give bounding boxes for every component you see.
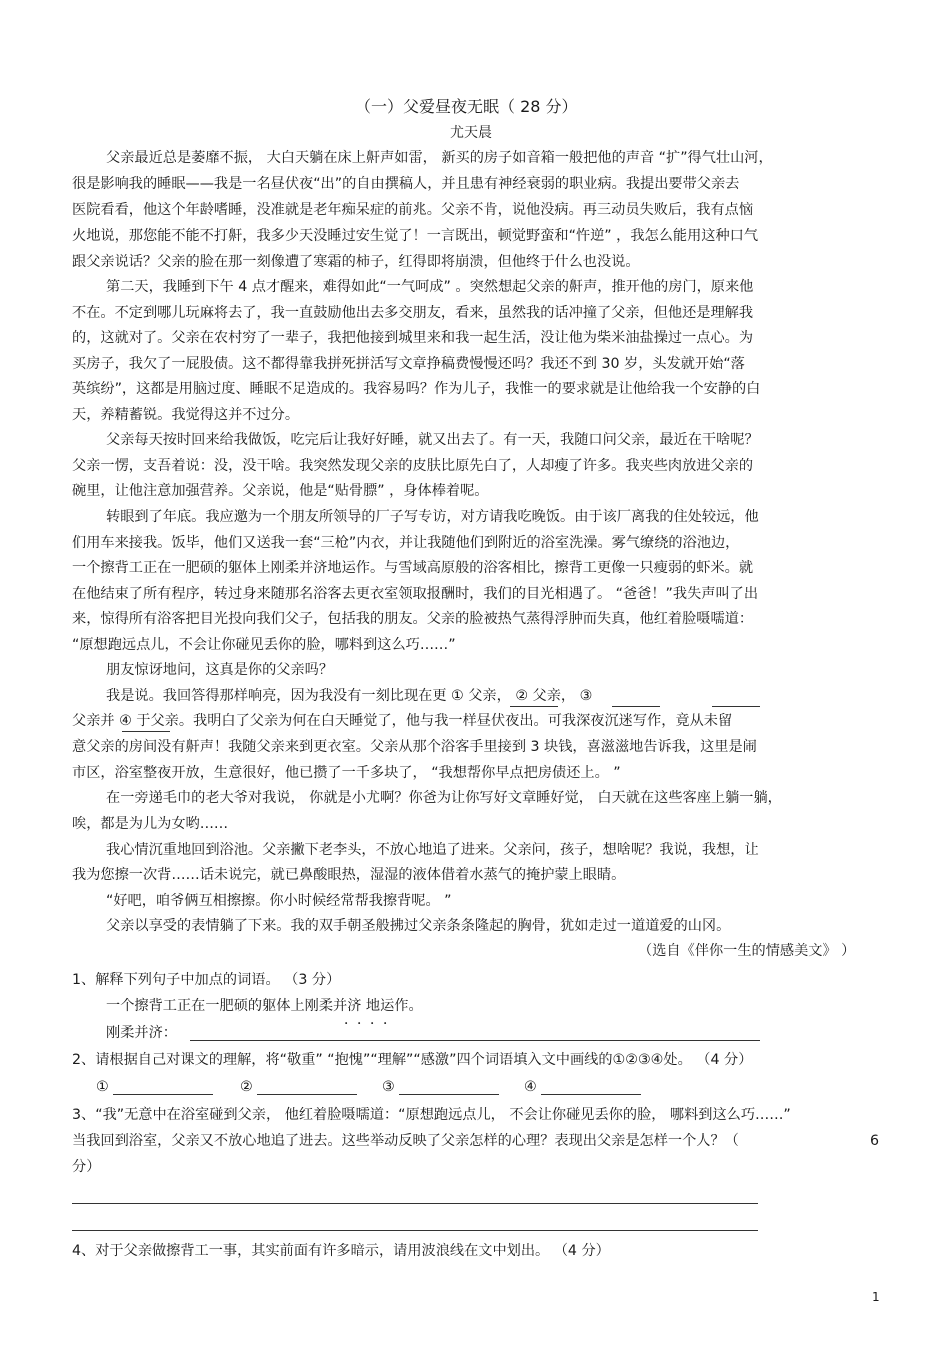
text-line: 父亲一愣，支吾着说：没，没干啥。我突然发现父亲的皮肤比原先白了，人却瘦了许多。我夹些肉放进父亲的 [72,458,754,474]
text-line: 我心情沉重地回到浴池。父亲撇下老李头，不放心地追了进来。父亲问，孩子，想啥呢？我说，我想，让 [106,842,759,858]
question-1-label: 刚柔并济： [106,1025,177,1041]
text-line: 在他结束了所有程序，转过身来随那名浴客去更衣室领取报酬时，我们的目光相遇了。 “爸爸！”我失声叫了出 [72,586,759,602]
text-line: “好吧，咱爷俩互相擦擦。你小时候经常帮我擦背呢。 ” [106,893,452,909]
text-line: 碗里，让他注意加强营养。父亲说，他是“贴骨膘” ，身体棒着呢。 [72,483,489,499]
blank-label: ④ [524,1079,537,1095]
blank-underline [612,706,660,707]
text-line: 火地说，那您能不能不打鼾，我多少天没睡过安生觉了！一言既出，顿觉野蛮和“忤逆” ，我怎么能用这种口气 [72,228,759,244]
text-line: 父亲并 ④ 于父亲。我明白了父亲为何在白天睡觉了，他与我一样昼伏夜出。可我深夜沉迷写作，竟从未留 [72,713,733,729]
text-line: 来，惊得所有浴客把目光投向我们父子，包括我的朋友。父亲的脸被热气蒸得浮肿而失真，他红着脸嗫嚅道： [72,611,754,627]
text-line: 医院看看，他这个年龄嗜睡，没准就是老年痴呆症的前兆。父亲不肯，说他没病。再三动员失败后，我有点恼 [72,202,754,218]
blank-underline [712,706,760,707]
question-1-sentence: 一个擦背工正在一肥硕的躯体上刚柔并济 地运作。 [106,998,423,1014]
text-line: 我是说。我回答得那样响亮，因为我没有一刻比现在更 ① 父亲， ② 父亲， ③ [106,688,593,704]
text-line: 父亲每天按时回来给我做饭，吃完后让我好好睡，就又出去了。有一天，我随口问父亲，最近在干啥呢？ [106,432,759,448]
text-line: 父亲最近总是萎靡不振， 大白天躺在床上鼾声如雷， 新买的房子如音箱一般把他的声音 “扩”得气壮山河， [106,150,773,166]
text-line: 天，养精蓄锐。我觉得这并不过分。 [72,407,300,423]
answer-blank[interactable] [541,1094,641,1095]
text-line: 买房子，我欠了一屁股债。这不都得靠我拼死拼活写文章挣稿费慢慢还吗？我还不到 30 岁，头发就开始“落 [72,356,745,372]
text-line: 不在。不定到哪儿玩麻将去了，我一直鼓励他出去多交朋友，看来，虽然我的话冲撞了父亲，但他还是理解我 [72,305,754,321]
answer-line[interactable] [190,1040,760,1041]
blank-label: ① [96,1079,109,1095]
question-3-line1: 3、“我”无意中在浴室碰到父亲， 他红着脸嗫嚅道：“原想跑远点儿， 不会让你碰见丢你的脸， 哪料到这么巧……” [72,1107,791,1123]
text-line: “原想跑远点儿，不会让你碰见丢你的脸，哪料到这么巧……” [72,637,456,653]
text-line: 父亲以享受的表情躺了下来。我的双手朝圣般拂过父亲条条隆起的胸骨，犹如走过一道道爱的山冈。 [106,918,731,934]
text-line: 意父亲的房间没有鼾声！我随父亲来到更衣室。父亲从那个浴客手里接到 3 块钱，喜滋滋地告诉我，这里是闹 [72,739,757,755]
text-line: 跟父亲说话？父亲的脸在那一刻像遭了寒霜的柿子，红得即将崩溃，但他终于什么也没说。 [72,254,640,270]
blank-underline [510,706,558,707]
source-citation: （选自《伴你一生的情感美文》 ） [638,943,856,959]
answer-blank[interactable] [113,1094,213,1095]
blank-underline [122,731,170,732]
question-1: 1、解释下列句子中加点的词语。 （3 分） [72,972,341,988]
answer-blank[interactable] [399,1094,499,1095]
emphasis-dots: ．．．． [344,1012,403,1028]
text-line: 的，这就对了。父亲在农村穷了一辈子，我把他接到城里来和我一起生活，没让他为柴米油盐操过一点心。为 [72,330,754,346]
text-line: 英缤纷”，这都是用脑过度、睡眠不足造成的。我容易吗？作为儿子，我惟一的要求就是让他给我一个安静的白 [72,381,761,397]
question-3-unit: 分） [72,1159,101,1175]
text-line: 朋友惊讶地问，这真是你的父亲吗？ [106,662,334,678]
page-number: 1 [872,1290,880,1304]
question-2: 2、请根据自己对课文的理解，将“敬重” “抱愧”“理解”“感激”四个词语填入文中画线的①②③④处。 （4 分） [72,1052,753,1068]
question-3-score: 6 [870,1133,880,1149]
essay-title: （一）父爱昼夜无眠（ 28 分） [355,97,578,116]
author-name: 尤天晨 [450,125,492,141]
text-line: 我为您擦一次背……话未说完，就已鼻酸眼热，湿湿的液体借着水蒸气的掩护蒙上眼睛。 [72,867,626,883]
blank-label: ③ [382,1079,395,1095]
blank-label: ② [240,1079,253,1095]
answer-line[interactable] [72,1230,758,1231]
text-line: 们用车来接我。饭毕，他们又送我一套“三枪”内衣，并让我随他们到附近的浴室洗澡。雾气缭绕的浴池边， [72,535,740,551]
question-3-line2: 当我回到浴室，父亲又不放心地追了进去。这些举动反映了父亲怎样的心理？表现出父亲是怎样一个人？（ [72,1133,739,1149]
text-line: 在一旁递毛巾的老大爷对我说， 你就是小尤啊？你爸为让你写好文章睡好觉， 白天就在这些客座上躺一躺， [106,790,782,806]
question-4: 4、对于父亲做擦背工一事，其实前面有许多暗示，请用波浪线在文中划出。 （4 分） [72,1243,610,1259]
text-line: 转眼到了年底。我应邀为一个朋友所领导的厂子写专访，对方请我吃晚饭。由于该厂离我的住处较远，他 [106,509,759,525]
text-line: 唉，都是为儿为女哟…… [72,816,229,832]
answer-line[interactable] [72,1203,758,1204]
text-line: 一个擦背工正在一肥硕的躯体上刚柔并济地运作。与雪域高原般的浴客相比，擦背工更像一只瘦弱的虾米。就 [72,560,754,576]
text-line: 第二天，我睡到下午 4 点才醒来，难得如此“一气呵成” 。突然想起父亲的鼾声，推开他的房门，原来他 [106,279,754,295]
answer-blank[interactable] [257,1094,357,1095]
text-line: 市区，浴室整夜开放，生意很好，他已攒了一千多块了， “我想帮你早点把房债还上。 ” [72,765,621,781]
text-line: 很是影响我的睡眠——我是一名昼伏夜“出”的自由撰稿人，并且患有神经衰弱的职业病。我提出要带父亲去 [72,176,740,192]
